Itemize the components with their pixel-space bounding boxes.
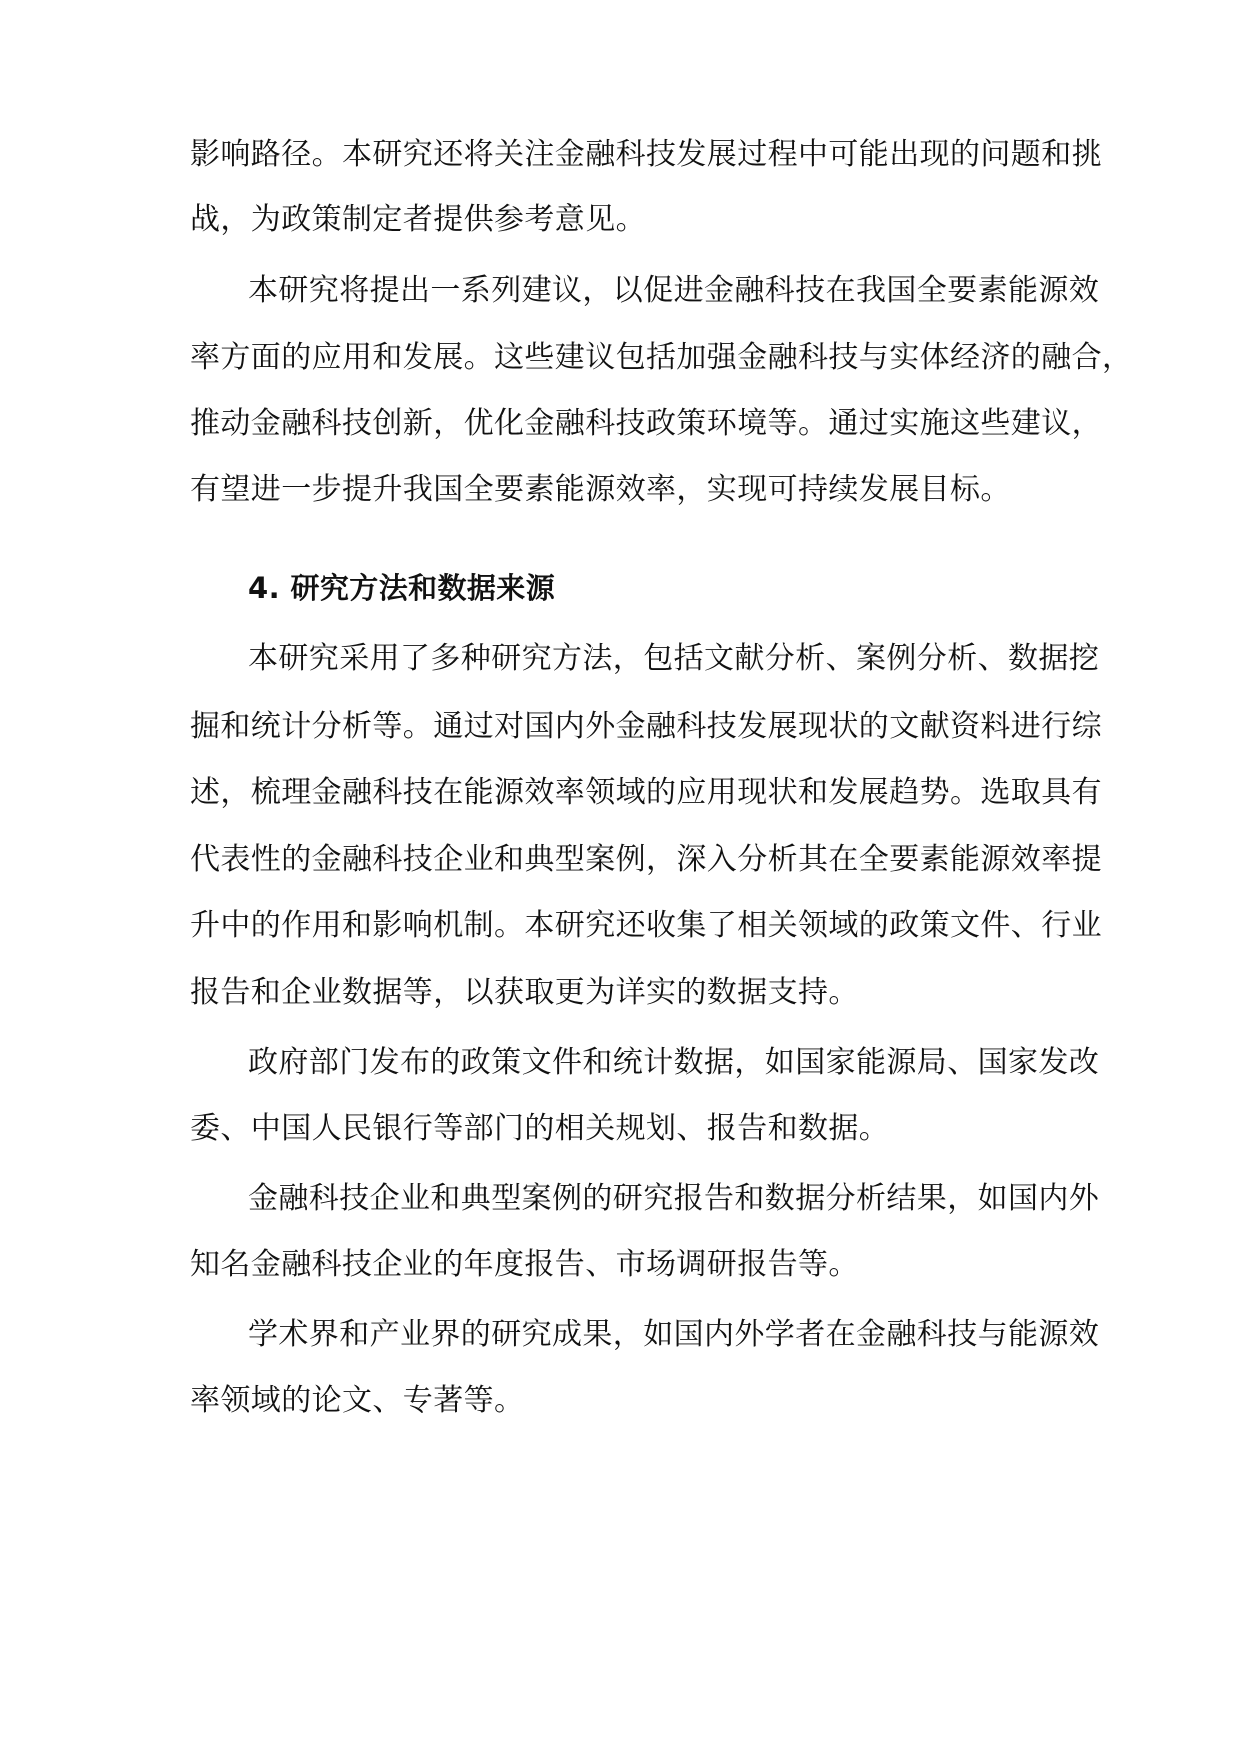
section-heading: 4. 研究方法和数据来源 bbox=[248, 571, 556, 605]
text-line: 报告和企业数据等，以获取更为详实的数据支持。 bbox=[190, 975, 859, 1010]
text-line: 推动金融科技创新，优化金融科技政策环境等。通过实施这些建议， bbox=[190, 406, 1102, 441]
text-line: 有望进一步提升我国全要素能源效率，实现可持续发展目标。 bbox=[190, 472, 1011, 507]
text-line: 代表性的金融科技企业和典型案例，深入分析其在全要素能源效率提 bbox=[190, 842, 1102, 877]
text-line: 知名金融科技企业的年度报告、市场调研报告等。 bbox=[190, 1247, 859, 1282]
text-line: 本研究采用了多种研究方法，包括文献分析、案例分析、数据挖 bbox=[248, 641, 1100, 676]
text-line: 政府部门发布的政策文件和统计数据，如国家能源局、国家发改 bbox=[248, 1045, 1100, 1080]
text-line: 委、中国人民银行等部门的相关规划、报告和数据。 bbox=[190, 1111, 890, 1146]
text-line: 影响路径。本研究还将关注金融科技发展过程中可能出现的问题和挑 bbox=[190, 137, 1102, 172]
text-line: 述，梳理金融科技在能源效率领域的应用现状和发展趋势。选取具有 bbox=[190, 775, 1102, 810]
text-line: 战，为政策制定者提供参考意见。 bbox=[190, 202, 646, 237]
text-line: 率领域的论文、专著等。 bbox=[190, 1383, 525, 1418]
text-line: 金融科技企业和典型案例的研究报告和数据分析结果，如国内外 bbox=[248, 1181, 1100, 1216]
text-line: 本研究将提出一系列建议，以促进金融科技在我国全要素能源效 bbox=[248, 273, 1100, 308]
text-line: 率方面的应用和发展。这些建议包括加强金融科技与实体经济的融合， bbox=[190, 340, 1133, 375]
text-line: 升中的作用和影响机制。本研究还收集了相关领域的政策文件、行业 bbox=[190, 908, 1102, 943]
text-line: 学术界和产业界的研究成果，如国内外学者在金融科技与能源效 bbox=[248, 1317, 1100, 1352]
text-line: 掘和统计分析等。通过对国内外金融科技发展现状的文献资料进行综 bbox=[190, 709, 1102, 744]
